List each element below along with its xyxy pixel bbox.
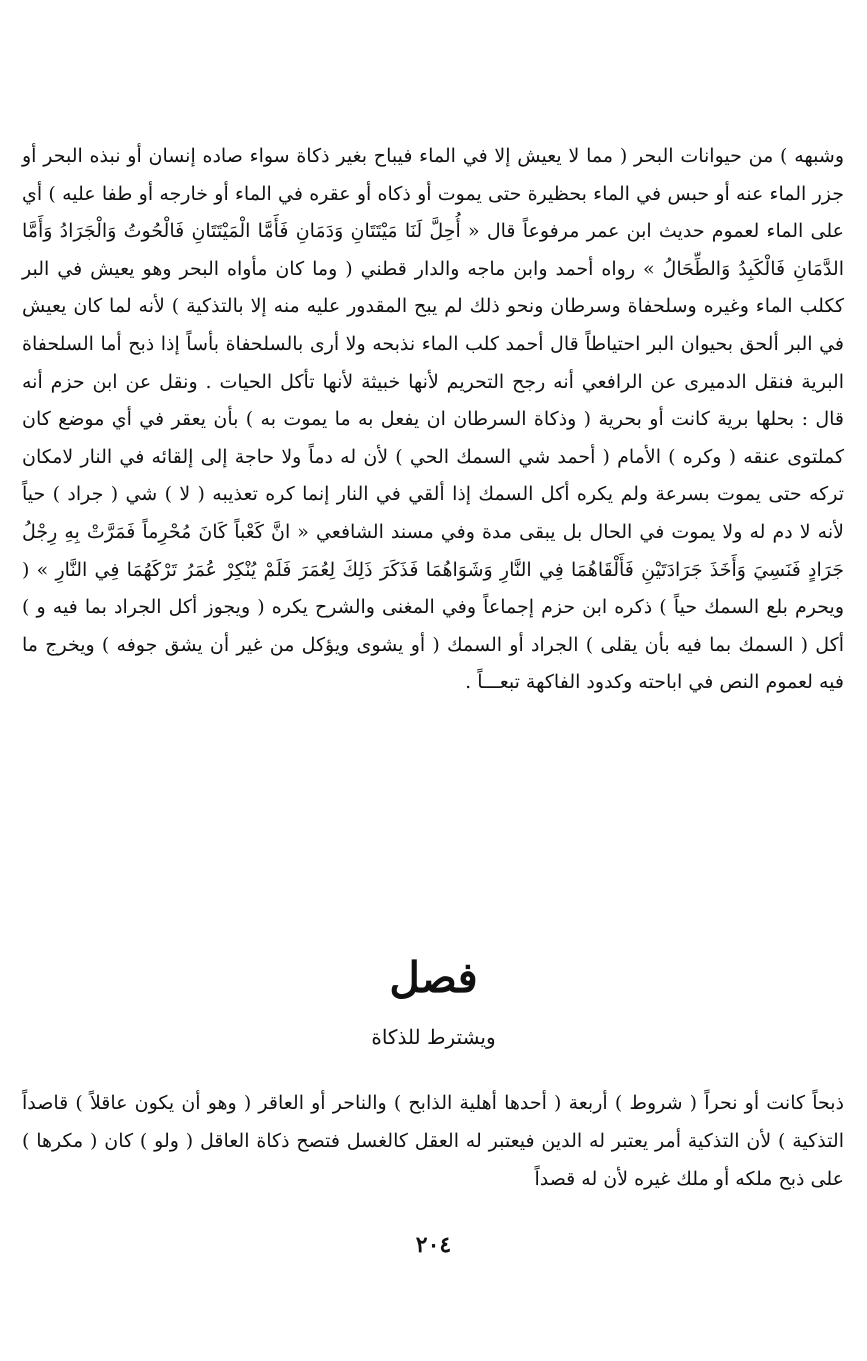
page-number: ٢٠٤ [415,1232,452,1258]
body-paragraph: وشبهه ) من حيوانات البحر ( مما لا يعيش إلا في الماء فيباح بغير ذكاة سواء صاده إنسان أو نبذه البحر أو جزر الماء عنه أو حبس في الماء بحظيرة حتى يموت أو ذكاه أو عقره في الماء أو خارجه أو طفا عليه ) أي على الماء لعموم حديث ابن عمر مرفوعاً قال « أُحِلَّ لَنَا مَيْتَتَانِ وَدَمَانِ فَأَمَّا الْمَيْتَتَانِ فَالْحُوتُ وَالْجَرَادُ وَأَمَّا الدَّمَانِ فَالْكَبِدُ وَالطِّحَالُ » رواه أحمد وابن ماجه والدار قطني ( وما كان مأواه البحر وهو يعيش في البر ككلب الماء وغيره وسلحفاة وسرطان ونحو ذلك لم يبح المقدور عليه منه إلا بالتذكية ) لأنه لما كان يعيش في البر ألحق بحيوان البر احتياطاً قال أحمد كلب الماء نذبحه ولا أرى بالسلحفاة بأساً إذا ذبح أما السلحفاة البرية فنقل الدميرى عن الرافعي أنه رجح التحريم لأنها خبيثة لأنها تأكل الحيات . ونقل عن ابن حزم أنه قال : بحلها برية كانت أو بحرية ( وذكاة السرطان ان يفعل به ما يموت به ) بأن يعقر في أي موضع كان كملتوى عنقه ( وكره ) الأمام ( أحمد شي السمك الحي ) لأن له دماً ولا حاجة إلى إلقائه في النار لامكان تركه حتى يموت بسرعة ولم يكره أكل السمك إذا ألقي في النار إنما كره تعذيبه ( لا ) شي ( جراد ) حياً لأنه لا دم له ولا يموت في الحال بل يبقى مدة وفي مسند الشافعي « انَّ كَعْباً كَانَ مُحْرِماً فَمَرَّتْ بِهِ رِجْلُ جَرَادٍ فَنَسِيَ وَأَخَذَ جَرَادَتَيْنِ فَأَلْقَاهُمَا فِي النَّارِ وَشَوَاهُمَا فَذَكَرَ ذَلِكَ لِعُمَرَ فَلَمْ يُنْكِرْ عُمَرُ تَرْكَهُمَا فِي النَّارِ » ( ويحرم بلع السمك حياً ) ذكره ابن حزم إجماعاً وفي المغنى والشرح يكره ( ويجوز أكل الجراد بما فيه و ) أكل ( السمك بما فيه بأن يقلى ) الجراد أو السمك ( أو يشوى ويؤكل من غير أن يشق جوفه ) ويخرج ما فيه لعموم النص في اباحته وكدود الفاكهة تبعـــاً . [22,145,844,694]
section-subtitle: ويشترط للذكاة [371,1025,496,1049]
section-title: فصل [389,953,478,1002]
main-text-block [22,138,844,702]
section-text-block [22,1084,844,1198]
section-paragraph: ذبحاً كانت أو نحراً ( شروط ) أربعة ( أحدها أهلية الذابح ) والناحر أو العاقر ( وهو أن يكون عاقلاً ) قاصداً التذكية ) لأن التذكية أمر يعتبر له الدين فيعتبر له العقل كالغسل فتصح ذكاة العاقل ( ولو ) كان ( مكرها ) على ذبح ملكه أو ملك غيره لأن له قصداً [22,1092,844,1190]
